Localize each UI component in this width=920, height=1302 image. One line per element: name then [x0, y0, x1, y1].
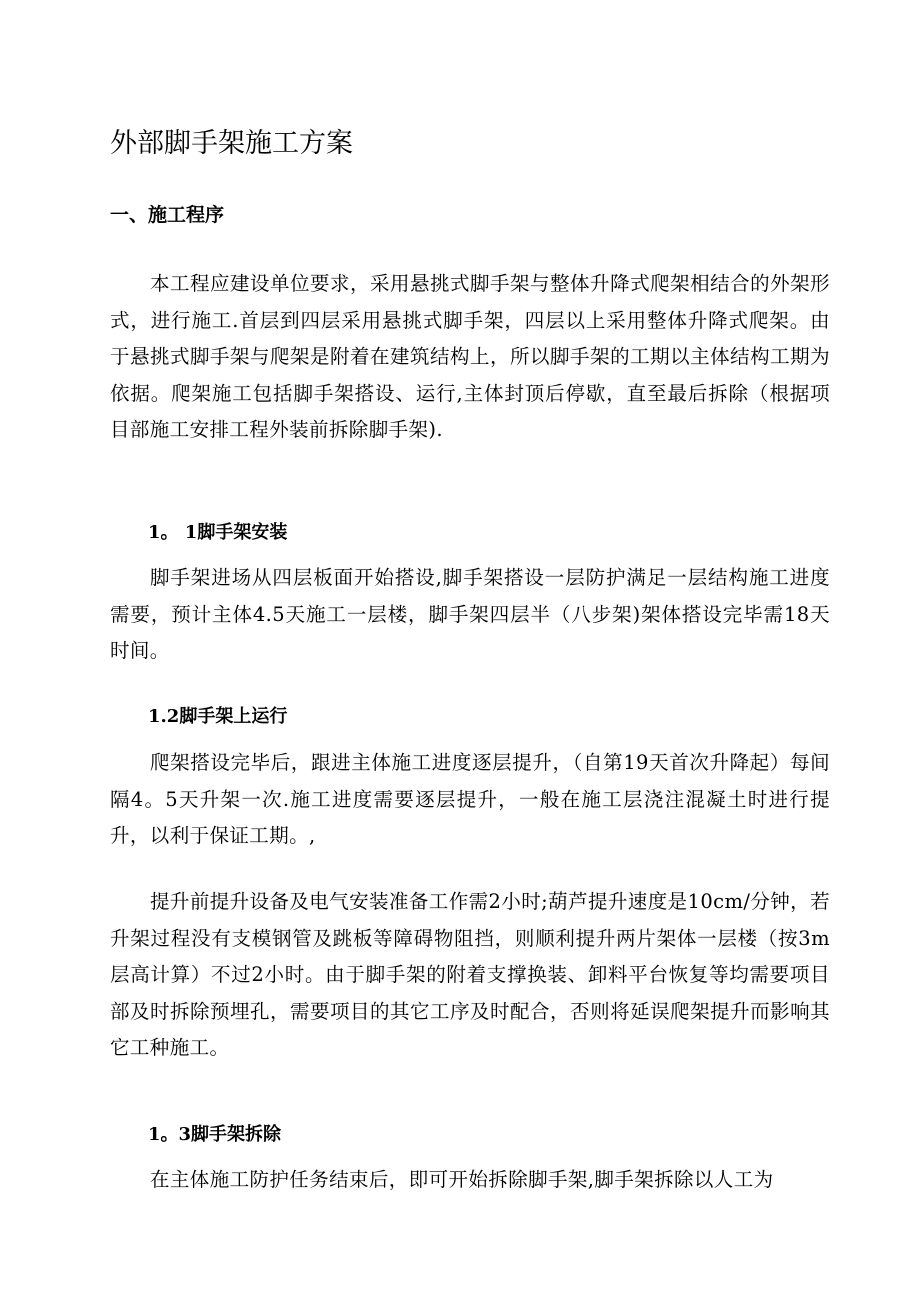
installation-paragraph: 脚手架进场从四层板面开始搭设,脚手架搭设一层防护满足一层结构施工进度需要，预计主体4.5天施工一层楼，脚手架四层半（八步架)架体搭设完毕需18天时间。	[110, 566, 830, 662]
section-heading-construction-procedure: 一、施工程序	[110, 204, 225, 226]
subsection-heading-scaffold-operation: 1.2脚手架上运行	[148, 706, 288, 727]
operation-paragraph-2: 提升前提升设备及电气安装准备工作需2小时;葫芦提升速度是10cm/分钟，若升架过程没有支模钢管及跳板等障碍物阻挡，则顺利提升两片架体一层楼（按3m层高计算）不过2小时。由于脚手架的附着支撑换装、卸料平台恢复等均需要项目部及时拆除预埋孔，需要项目的其它工序及时配合，否则将延误爬架提升而影响其它工种施工。	[110, 890, 830, 1059]
document-title: 外部脚手架施工方案	[110, 128, 353, 159]
subsection-heading-scaffold-installation: 1。 1脚手架安装	[148, 522, 288, 543]
intro-paragraph: 本工程应建设单位要求，采用悬挑式脚手架与整体升降式爬架相结合的外架形式，进行施工.首层到四层采用悬挑式脚手架，四层以上采用整体升降式爬架。由于悬挑式脚手架与爬架是附着在建筑结构上，所以脚手架的工期以主体结构工期为依据。爬架施工包括脚手架搭设、运行,主体封顶后停歇，直至最后拆除（根据项目部施工安排工程外装前拆除脚手架).	[110, 272, 830, 441]
removal-paragraph: 在主体施工防护任务结束后，即可开始拆除脚手架,脚手架拆除以人工为	[150, 1168, 774, 1191]
subsection-heading-scaffold-removal: 1。3脚手架拆除	[148, 1124, 282, 1145]
operation-paragraph-1: 爬架搭设完毕后，跟进主体施工进度逐层提升，（自第19天首次升降起）每间隔4。5天升架一次.施工进度需要逐层提升，一般在施工层浇注混凝土时进行提升，以利于保证工期。,	[110, 751, 830, 847]
